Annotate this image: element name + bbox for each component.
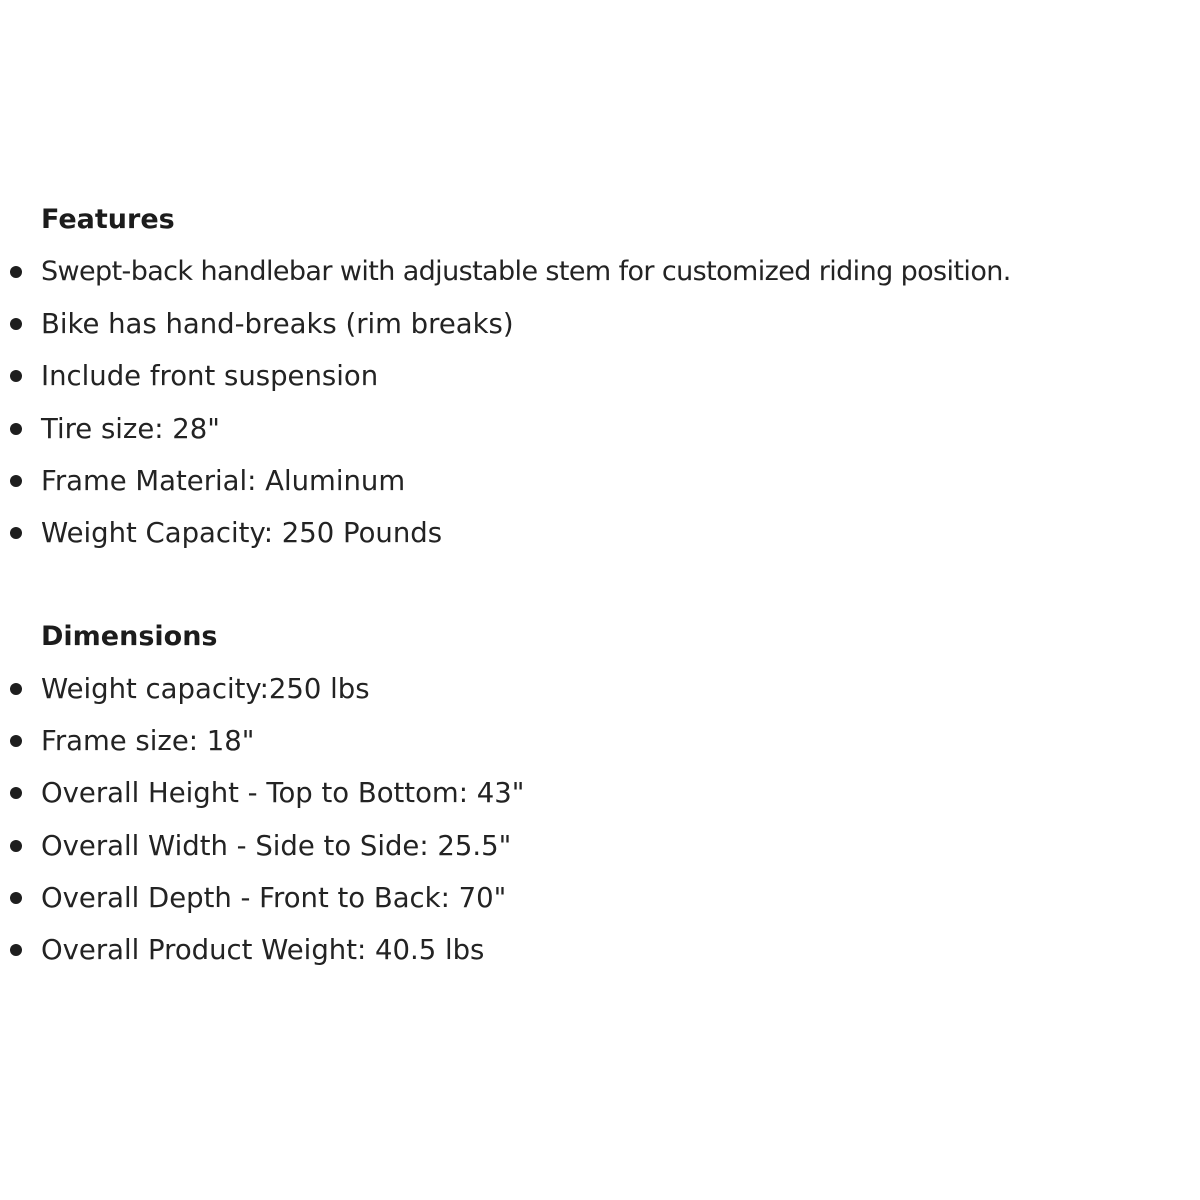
bullet-icon: [10, 423, 22, 435]
dimensions-heading: Dimensions: [41, 621, 218, 652]
list-item-text: Tire size: 28": [41, 412, 220, 445]
list-item-text: Weight Capacity: 250 Pounds: [41, 516, 443, 549]
list-item-text: Frame size: 18": [41, 725, 255, 758]
bullet-icon: [10, 892, 22, 904]
list-item-text: Weight capacity:250 lbs: [41, 673, 370, 705]
bullet-icon: [10, 266, 22, 278]
list-item-text: Frame Material: Aluminum: [41, 464, 406, 497]
bullet-icon: [10, 475, 22, 487]
list-item-text: Swept-back handlebar with adjustable stem for customized riding position.: [41, 256, 1011, 287]
bullet-icon: [10, 735, 22, 747]
list-item-text: Overall Depth - Front to Back: 70": [41, 881, 507, 914]
bullet-icon: [10, 840, 22, 852]
bullet-icon: [10, 370, 22, 382]
list-item-text: Overall Product Weight: 40.5 lbs: [41, 933, 485, 966]
bullet-icon: [10, 944, 22, 956]
bullet-icon: [10, 318, 22, 330]
list-item-text: Include front suspension: [41, 360, 379, 393]
list-item-text: Bike has hand-breaks (rim breaks): [41, 308, 514, 341]
bullet-icon: [10, 683, 22, 695]
list-item-text: Overall Height - Top to Bottom: 43": [41, 777, 525, 810]
bullet-icon: [10, 527, 22, 539]
list-item-text: Overall Width - Side to Side: 25.5": [41, 829, 512, 862]
bullet-icon: [10, 787, 22, 799]
features-heading: Features: [41, 204, 175, 235]
